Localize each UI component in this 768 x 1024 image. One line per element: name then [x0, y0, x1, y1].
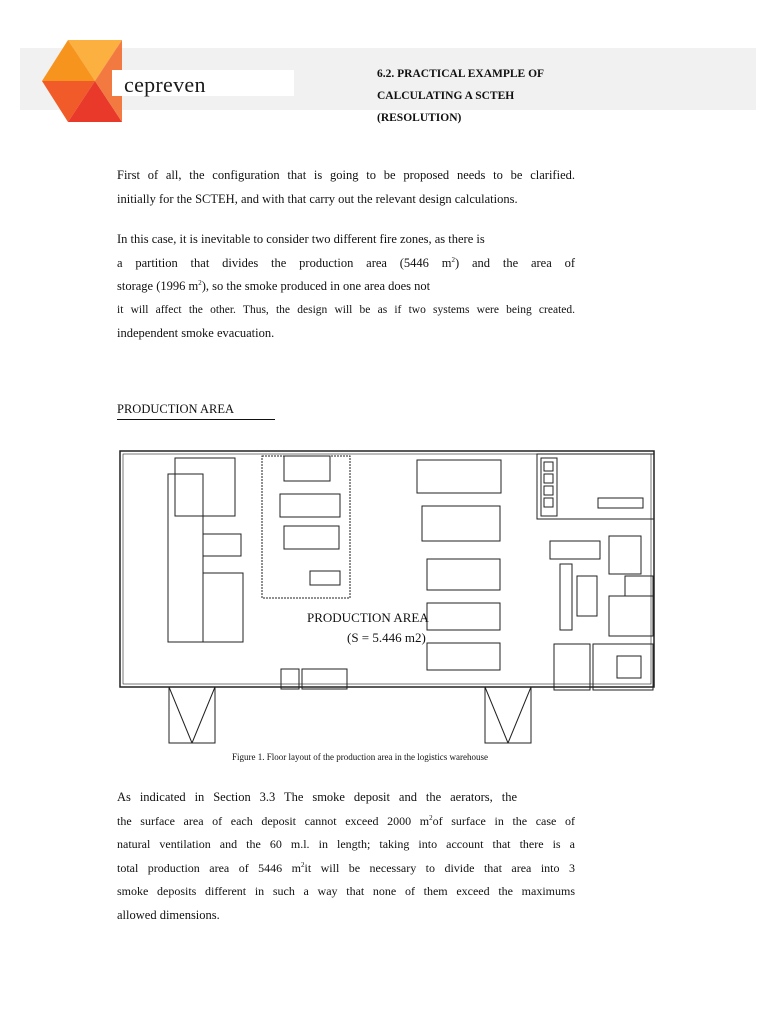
zones-sup-1: 2: [451, 255, 455, 264]
intro-line-1: First of all, the configuration that is going to be proposed needs to be clarified.: [117, 168, 575, 182]
deposits-line-2-b: of surface in the case of: [432, 813, 575, 828]
title-line-2: (RESOLUTION): [377, 112, 462, 124]
figure-size-label: (S = 5.446 m2): [347, 630, 426, 645]
zones-line-2-b: ) and the area of: [455, 255, 576, 270]
zones-line-1: In this case, it is inevitable to consider two different fire zones, as there is: [117, 232, 485, 246]
title-line-1: 6.2. PRACTICAL EXAMPLE OF CALCULATING A SCTEH: [377, 68, 544, 102]
deposits-line-6: allowed dimensions.: [117, 907, 220, 922]
zones-line-2: [117, 252, 575, 276]
zones-line-3-a: storage (1996 m: [117, 279, 199, 293]
deposits-line-5: smoke deposits different in such a way that none of them exceed the maximums: [117, 884, 575, 898]
deposits-line-2: [117, 810, 575, 834]
brand-name: cepreven: [124, 72, 206, 97]
zones-line-3-b: ), so the smoke produced in one area does not: [201, 279, 431, 293]
zones-line-2-a: a partition that divides the production area (5446 m: [117, 255, 452, 270]
intro-paragraph: [117, 164, 575, 211]
intro-line-2: initially for the SCTEH, and with that carry out the relevant design calculations.: [117, 191, 518, 206]
floor-plan-figure: [117, 446, 657, 750]
zones-sup-2: 2: [198, 278, 202, 287]
deposits-line-4: [117, 857, 575, 881]
zones-line-3: [117, 275, 575, 299]
document-title: [377, 63, 587, 129]
section-heading: PRODUCTION AREA: [117, 402, 275, 420]
floor-plan-drawing: [117, 446, 657, 750]
deposits-paragraph: [117, 786, 575, 927]
figure-area-label: PRODUCTION AREA: [307, 610, 429, 625]
deposits-line-4-a: total production area of 5446 m: [117, 860, 301, 875]
zones-line-4: it will affect the other. Thus, the design will be as if two systems were being created.: [117, 303, 575, 316]
deposits-line-2-a: the surface area of each deposit cannot exceed 2000 m: [117, 813, 430, 828]
deposits-sup-2: 2: [300, 860, 305, 869]
deposits-line-1: As indicated in Section 3.3 The smoke deposit and the aerators, the: [117, 790, 517, 804]
zones-line-5: independent smoke evacuation.: [117, 326, 275, 340]
deposits-line-3: natural ventilation and the 60 m.l. in length; taking into account that there is a: [117, 837, 575, 851]
deposits-sup-1: 2: [429, 813, 433, 822]
zones-paragraph: [117, 228, 575, 346]
figure-caption: Figure 1. Floor layout of the production area in the logistics warehouse: [232, 752, 488, 762]
deposits-line-4-b: it will be necessary to divide that area into 3: [304, 860, 575, 875]
